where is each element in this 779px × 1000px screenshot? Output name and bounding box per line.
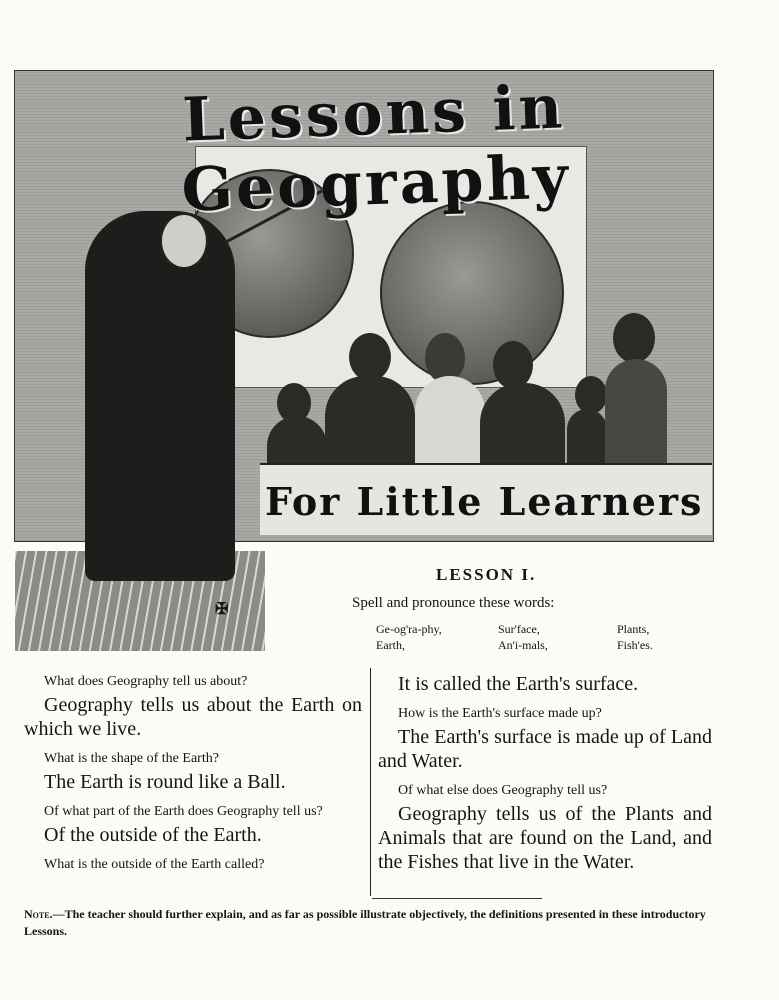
lesson-left-column [24, 672, 362, 876]
child-head [349, 333, 391, 381]
child-figure [605, 359, 667, 477]
answer: The Earth is round like a Ball. [44, 771, 286, 793]
child-head [493, 341, 533, 389]
child-head [613, 313, 655, 363]
child-figure [325, 376, 415, 476]
vocab-word: Sur'face, [498, 622, 540, 636]
answer: Of the outside of the Earth. [44, 824, 262, 846]
vocab-word: Plants, [617, 622, 650, 636]
teacher-figure [85, 211, 235, 581]
title-subtitle: For Little Learners [265, 479, 704, 524]
question: What does Geography tell us about? [44, 674, 248, 689]
footnote-rule [372, 898, 542, 899]
vocab-word: Fish'es. [617, 638, 653, 652]
vocab-word: Ge-og'ra-phy, [376, 622, 442, 636]
teacher-note [24, 906, 724, 940]
lesson-instruction: Spell and pronounce these words: [352, 595, 555, 611]
answer: Geography tells us about the Earth on which we live. [24, 694, 362, 740]
answer: Geography tells us of the Plants and Animals that are found on the Land, and the Fishes that live in the Water. [378, 803, 712, 873]
note-label: Note. [24, 907, 53, 921]
question: How is the Earth's surface made up? [398, 706, 602, 721]
lesson-heading: LESSON I. [436, 565, 537, 584]
engraver-monogram-icon: ✠ [215, 601, 229, 618]
child-head [575, 376, 607, 414]
note-text: —The teacher should further explain, and as far as possible illustrate objectively, the definitions presented in these introductory Lessons. [24, 907, 706, 938]
question: Of what else does Geography tell us? [398, 783, 608, 798]
column-divider [370, 668, 371, 896]
answer: The Earth's surface is made up of Land and Water. [378, 726, 712, 772]
vocab-word: Earth, [376, 638, 405, 652]
child-figure [415, 376, 485, 476]
vocab-column-3 [617, 621, 653, 653]
vocab-column-2 [498, 621, 548, 653]
eastern-hemisphere-globe-icon [380, 201, 564, 385]
title-main: Lessons in Geography [180, 72, 572, 226]
vocab-word: An'i-mals, [498, 638, 548, 652]
question: Of what part of the Earth does Geography tell us? [44, 804, 323, 819]
answer: It is called the Earth's surface. [398, 673, 639, 695]
question: What is the shape of the Earth? [44, 751, 219, 766]
vocab-column-1 [376, 621, 442, 653]
question: What is the outside of the Earth called? [44, 857, 265, 872]
lesson-right-column [378, 672, 712, 882]
